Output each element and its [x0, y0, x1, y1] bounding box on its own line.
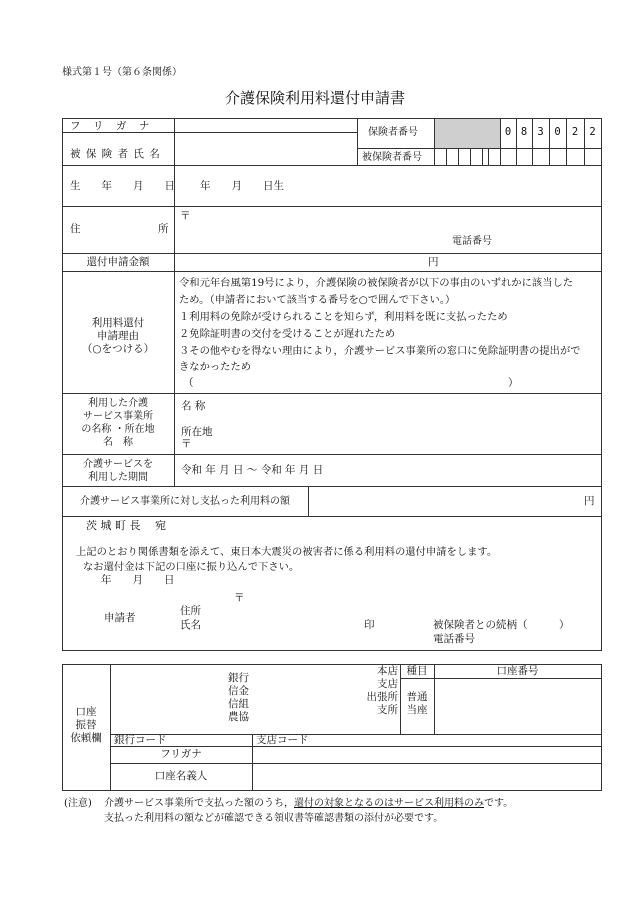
provider-address-label: 所在地 [181, 426, 213, 438]
reason-paren-close: ） [508, 377, 519, 389]
branch-code-input[interactable] [314, 735, 598, 745]
provider-label-line: 利用した介護 [88, 398, 148, 409]
account-type-label: 種目 [406, 665, 428, 677]
refund-amount-label: 還付申請金額 [86, 256, 150, 268]
bank-type-option[interactable]: 信組 [228, 698, 249, 710]
statement-line-1: 上記のとおり関係書類を添えて、東日本大震災の被害者に係る利用料の還付申請をします。 [76, 546, 498, 558]
seal-mark: 印 [364, 619, 375, 631]
reason-label-line: 申請理由 [97, 330, 139, 342]
branch-name-input[interactable] [256, 667, 366, 731]
applicant-phone-label: 電話番号 [433, 633, 475, 645]
form-number: 様式第１号（第６条関係） [62, 67, 182, 78]
provider-postal-mark: 〒 [181, 438, 192, 450]
paid-amount-label: 介護サービス事業所に対し支払った利用料の額 [80, 496, 290, 507]
branch-type-option[interactable]: 出張所 [366, 691, 398, 703]
furigana-label: フ リ ガ ナ [70, 120, 151, 132]
period-value[interactable]: 令和 年 月 日 〜 令和 年 月 日 [181, 464, 324, 476]
insured-name-label: 被 保 険 者 氏 名 [70, 148, 161, 160]
birth-date-label: 生 年 月 日 [70, 180, 175, 192]
birth-date-value[interactable]: 年 月 日生 [200, 180, 284, 192]
bank-section-label-line: 振替 [75, 719, 97, 731]
applicant-name-label: 氏名 [180, 619, 201, 631]
bank-code-label: 銀行コード [114, 734, 167, 746]
bank-type-option[interactable]: 農協 [228, 711, 249, 723]
reason-option-2[interactable]: ２免除証明書の交付を受けることが遅れたため [179, 328, 396, 340]
branch-type-option[interactable]: 支所 [377, 704, 398, 716]
insurer-digit: 8 [520, 126, 528, 138]
postal-mark: 〒 [180, 210, 191, 222]
insurer-digit: 2 [571, 126, 579, 138]
note-prefix: (注意) [64, 798, 92, 809]
insurer-digit: 0 [504, 126, 512, 138]
note-line-1 [104, 797, 513, 810]
address-label-right: 所 [158, 223, 169, 235]
reason-text-line: 令和元年台風第19号により，介護保険の被保険者が以下の事由のいずれかに該当した [179, 277, 574, 289]
branch-code-label: 支店コード [256, 734, 309, 746]
reason-option-3[interactable]: ３その他やむを得ない理由により，介護サービス事業所の窓口に免除証明書の提出がで [179, 345, 581, 357]
account-type-option[interactable]: 当座 [406, 704, 428, 716]
page-title: 介護保険利用料還付申請書 [224, 89, 405, 107]
account-type-option[interactable]: 普通 [406, 691, 428, 703]
account-number-label: 口座番号 [496, 665, 539, 677]
period-label-line: 利用した期間 [88, 472, 148, 483]
paid-amount-unit: 円 [584, 495, 595, 507]
relation-label[interactable]: 被保険者との続柄（ ） [433, 619, 570, 631]
branch-type-option[interactable]: 支店 [377, 678, 398, 690]
bank-section-label-line: 依頼欄 [70, 732, 102, 744]
applicant-label: 申請者 [104, 612, 136, 624]
reason-paren-open: （ [183, 377, 194, 389]
holder-furigana-label: フリガナ [160, 748, 202, 760]
bank-type-option[interactable]: 銀行 [228, 672, 249, 684]
account-holder-input[interactable] [254, 766, 599, 788]
applicant-postal-mark: 〒 [234, 592, 245, 604]
holder-furigana-input[interactable] [254, 748, 599, 761]
note-line-1-end: です。 [484, 798, 514, 809]
insured-number-label: 被保険者番号 [362, 152, 422, 163]
bank-section-label-line: 口座 [75, 706, 97, 718]
reason-option-1[interactable]: １利用料の免除が受けられることを知らず，利用料を既に支払ったため [179, 311, 508, 323]
reason-text-line: きなかったため [179, 361, 252, 373]
provider-label-line: サービス事業所 [83, 411, 153, 422]
reason-label-line: 利用料還付 [91, 317, 145, 329]
insurer-digit: 2 [589, 126, 596, 138]
branch-type-option[interactable]: 本店 [377, 665, 398, 677]
note-line-1-start: 介護サービス事業所で支払った額のうち， [104, 798, 294, 809]
phone-label: 電話番号 [452, 236, 492, 247]
applicant-address-label: 住所 [180, 605, 201, 617]
address-label-left: 住 [70, 223, 81, 235]
provider-label-line: 名 称 [103, 437, 133, 448]
reason-label-line: （○をつける） [81, 343, 155, 355]
refund-amount-unit: 円 [428, 256, 439, 268]
account-holder-label: 口座名義人 [154, 770, 208, 782]
period-label-line: 介護サービスを [83, 459, 153, 470]
note-line-2: 支払った利用料の額などが確認できる領収書等確認書類の添付が必要です。 [104, 813, 444, 824]
bank-type-option[interactable]: 信金 [228, 685, 249, 697]
bank-code-input[interactable] [172, 735, 250, 745]
bank-name-input[interactable] [114, 667, 224, 731]
statement-line-2: なお還付金は下記の口座に振り込んで下さい。 [83, 561, 300, 573]
addressee: 茨 城 町 長 宛 [86, 519, 166, 532]
provider-label-line: の名称 ・所在地 [81, 424, 155, 435]
insurer-number-label: 保険者番号 [368, 127, 418, 138]
account-number-input[interactable] [436, 680, 599, 732]
reason-text-line: ため。（申請者において該当する番号を○で囲んで下さい。） [179, 294, 456, 306]
insurer-digit: 3 [537, 126, 544, 138]
insurer-digit: 0 [554, 126, 561, 138]
provider-name-label: 名 称 [181, 400, 206, 412]
application-date[interactable]: 年 月 日 [101, 574, 175, 586]
note-line-1-emphasis: 還付の対象となるのはサービス利用料のみ [294, 798, 484, 809]
